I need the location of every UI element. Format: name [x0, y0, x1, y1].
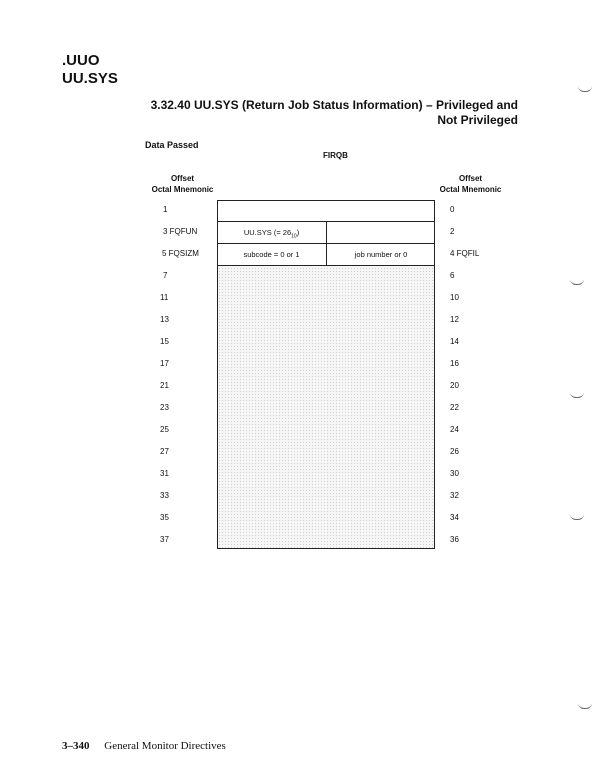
right-offset-row: 14 — [450, 337, 459, 346]
left-offset-row: 23 — [160, 403, 169, 412]
left-offset-row: 31 — [160, 469, 169, 478]
right-offset-row: 24 — [450, 425, 459, 434]
margin-mark — [570, 514, 584, 520]
left-offset-row: 13 — [160, 315, 169, 324]
left-offset-row: 15 — [160, 337, 169, 346]
left-offset-row: 33 — [160, 491, 169, 500]
margin-mark — [578, 703, 592, 709]
right-offset-head-line1: Offset — [458, 174, 483, 183]
margin-mark — [578, 86, 592, 92]
margin-mark — [570, 279, 584, 285]
left-offset-row: 27 — [160, 447, 169, 456]
right-offset-row: 6 — [450, 271, 455, 280]
footer-text: General Monitor Directives — [104, 740, 226, 752]
right-offset-column — [450, 199, 479, 551]
right-offset-row: 4 FQFIL — [450, 249, 480, 258]
cell-uusys-subscript: 10 — [291, 233, 297, 240]
right-offset-head-line2: Octal Mnemonic — [439, 185, 502, 194]
left-offset-row: 21 — [160, 381, 169, 390]
margin-mark — [570, 392, 584, 398]
left-offset-column — [160, 199, 199, 551]
left-offset-row: 5 FQSIZM — [162, 249, 199, 258]
section-title-line2: Not Privileged — [437, 113, 518, 127]
right-offset-row: 10 — [450, 293, 459, 302]
right-offset-row: 26 — [450, 447, 459, 456]
left-offset-row: 35 — [160, 513, 169, 522]
left-offset-row: 25 — [160, 425, 169, 434]
section-title-line1: 3.32.40 UU.SYS (Return Job Status Information) – Privileged and — [150, 98, 518, 112]
right-offset-row: 34 — [450, 513, 459, 522]
left-offset-head-line2: Octal Mnemonic — [151, 185, 214, 194]
header-uusys: UU.SYS — [62, 70, 118, 87]
right-offset-head — [433, 173, 508, 195]
cell-job-number: job number or 0 — [354, 250, 408, 259]
left-offset-row: 11 — [160, 293, 169, 302]
cell-subcode: subcode = 0 or 1 — [243, 250, 300, 259]
page-footer — [62, 740, 226, 752]
left-offset-head — [145, 173, 220, 195]
left-offset-row: 3 FQFUN — [163, 227, 198, 236]
right-offset-row: 16 — [450, 359, 459, 368]
data-passed-label: Data Passed — [145, 140, 199, 150]
right-offset-row: 12 — [450, 315, 459, 324]
right-offset-row: 0 — [450, 205, 455, 214]
right-offset-row: 36 — [450, 535, 459, 544]
footer-page-number: 3–340 — [62, 740, 90, 752]
header-uuo: .UUO — [62, 52, 100, 69]
right-offset-row: 32 — [450, 491, 459, 500]
right-offset-row: 20 — [450, 381, 459, 390]
left-offset-row: 17 — [160, 359, 169, 368]
right-offset-row: 30 — [450, 469, 459, 478]
left-offset-head-line1: Offset — [170, 174, 195, 183]
cell-uusys-code — [217, 222, 326, 244]
right-offset-row: 2 — [450, 227, 455, 236]
left-offset-row: 37 — [160, 535, 169, 544]
right-offset-row: 22 — [450, 403, 459, 412]
firqb-label: FIRQB — [323, 151, 348, 160]
cell-uusys-suffix: ) — [296, 228, 300, 237]
cell-uusys-prefix: UU.SYS (= 26 — [243, 228, 292, 237]
left-offset-row: 7 — [163, 271, 168, 280]
left-offset-row: 1 — [163, 205, 168, 214]
